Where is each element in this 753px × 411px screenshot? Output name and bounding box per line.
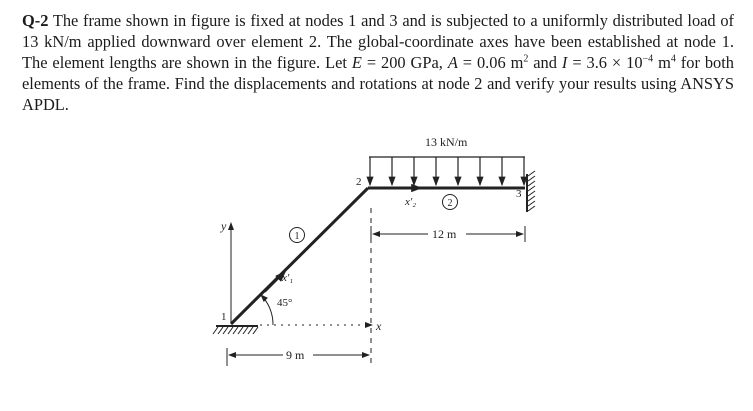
i-exponent: −4 xyxy=(642,53,654,65)
i-unit: m xyxy=(653,53,671,72)
i-unit-exponent: 4 xyxy=(670,53,676,65)
element-1-label: 1 xyxy=(294,231,300,242)
node-3-label: 3 xyxy=(516,188,522,200)
problem-text-1: The frame shown in figure is fixed at nodes 1 and 3 and is subjected to a uniformly distributed load of 13 kN/m applied downward over element 2. The global-coordinate axes have been established at node 1. The element lengths are shown in the figure. Let xyxy=(22,11,734,72)
a-exponent: 2 xyxy=(523,53,529,65)
dimension-9m-label: 9 m xyxy=(286,348,305,362)
local-x1-label: x′₁ xyxy=(282,272,294,284)
element-1-member xyxy=(231,188,368,324)
problem-text-2: for both elements of the frame. Find the displacements and rotations at node 2 and verify your results using ANSYS APDL. xyxy=(22,53,734,114)
fixed-support-node-1 xyxy=(213,326,258,334)
i-symbol: I xyxy=(561,53,568,72)
i-value: = 3.6 × 10 xyxy=(567,53,643,72)
y-axis-label: y xyxy=(221,219,227,233)
node-1-label: 1 xyxy=(221,311,227,323)
angle-label: 45° xyxy=(277,297,293,309)
e-symbol: E xyxy=(351,53,362,72)
problem-number: Q-2 xyxy=(22,11,49,30)
a-value: = 0.06 m xyxy=(457,53,524,72)
e-value: = 200 GPa, xyxy=(361,53,448,72)
element-2-label: 2 xyxy=(447,198,453,209)
node-2-label: 2 xyxy=(356,176,362,188)
distributed-load xyxy=(369,157,525,185)
a-symbol: A xyxy=(447,53,458,72)
and-text: and xyxy=(528,53,562,72)
fixed-support-node-3 xyxy=(527,171,535,212)
angle-arc xyxy=(261,295,273,325)
x-axis-label: x xyxy=(376,319,382,333)
local-x2-label: x′₂ xyxy=(405,196,417,208)
dimension-12m-label: 12 m xyxy=(432,227,457,241)
load-label: 13 kN/m xyxy=(425,135,468,149)
